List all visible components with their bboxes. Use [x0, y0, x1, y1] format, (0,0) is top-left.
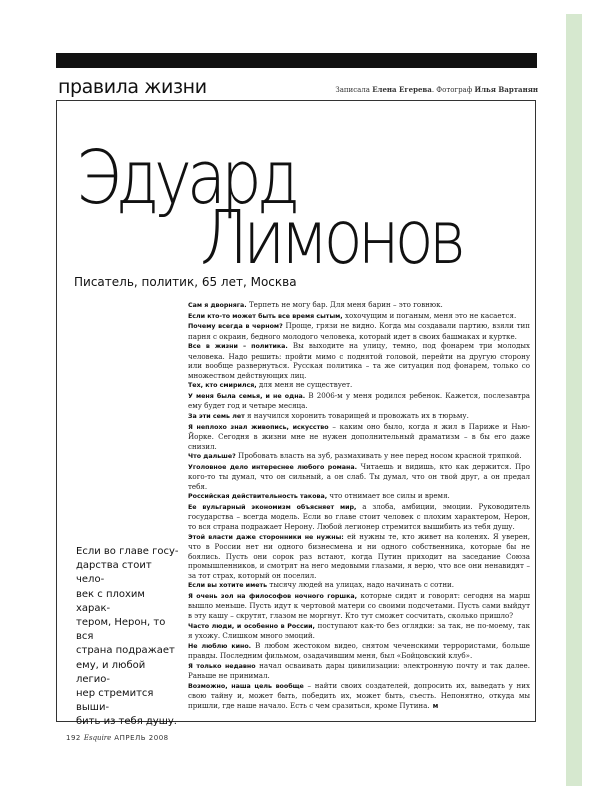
paragraph-text: В любом жестоком видео, снятом чеченскими террористами, больше правды. Последним фильмом, озадачившим меня, был «Бойцовский клуб».	[188, 640, 530, 661]
paragraph-text: что отнимает все силы и время.	[327, 491, 450, 501]
article-paragraph	[188, 641, 530, 661]
pullquote: Если во главе госу- дарства стоит чело- век с плохим харак- тером, Нерон, то вся страна подражает ему, и любой легио- нер стремится выши- бить из тебя душу.	[76, 546, 179, 728]
paragraph-lead: За эти семь лет	[188, 413, 245, 421]
paragraph-lead: Не люблю кино.	[188, 642, 252, 650]
credits	[335, 85, 538, 94]
credits-photographer: Илья Вартанян	[474, 85, 538, 94]
paragraph-text: Проще, грязи не видно. Когда мы создавали партию, взяли тип парня с окраин, бедного молодого человека, который идет в своих башмаках и куртке.	[188, 321, 530, 341]
hero-subtitle: Писатель, политик, 65 лет, Москва	[74, 275, 297, 289]
paragraph-lead: Уголовное дело интереснее любого романа.	[188, 463, 358, 471]
paragraph-text: начал осваивать дары цивилизации: электронную почту и так далее. Раньше не принимал.	[188, 660, 530, 681]
paragraph-lead: Я очень зол на философов ночного горшка,	[188, 592, 358, 600]
paragraph-text: тысячу людей на улицах, надо начинать с сотни.	[267, 580, 455, 590]
paragraph-lead: Тех, кто смирился,	[188, 382, 257, 390]
article-paragraph	[188, 411, 530, 422]
paragraph-text: ей нужны те, кто живет на коленях. Я уверен, что в России нет ни одного бизнесмена и ни одного собственника, которые бы не боялись. Пусть они сорок раз встают, когда Путин приходит на заседание Союза промышленников, и смотрят на него медовыми глазами, я верю, что все они ненавидят – за тот страх, который он поселил.	[188, 531, 530, 580]
end-mark: м	[432, 701, 439, 710]
paragraph-text: Терпеть не могу бар. Для меня барин – это говнюк.	[246, 300, 443, 309]
side-color-strip	[566, 14, 582, 786]
article-paragraph	[188, 391, 530, 411]
article-paragraph	[188, 311, 530, 322]
paragraph-lead: Я только недавно	[188, 662, 256, 670]
paragraph-lead: Если вы хотите иметь	[188, 582, 268, 590]
paragraph-text: для меня не существует.	[256, 380, 353, 390]
paragraph-text: хохочущим и поганым, меня это не касается.	[342, 310, 517, 320]
article-paragraph	[188, 502, 530, 532]
article-paragraph	[188, 491, 530, 502]
article-body	[188, 300, 530, 711]
paragraph-text: я научился хоронить товарищей и провожать их в тюрьму.	[244, 411, 469, 421]
article-paragraph	[188, 621, 530, 641]
paragraph-text: – каким оно было, когда я жил в Париже и Нью-Йорке. Сегодня в жизни мне не нужен дополнительный драматизм – в бы его даже снизил.	[188, 421, 530, 451]
issue-date: АПРЕЛЬ 2008	[114, 734, 169, 742]
hero-last-name: Лимонов	[200, 196, 462, 282]
credits-prefix: Записала	[335, 86, 370, 94]
paragraph-lead: У меня была семья, и не одна.	[188, 392, 306, 400]
credits-author: Елена Егерева	[372, 85, 432, 94]
hero-first-name: Эдуард	[76, 136, 296, 222]
paragraph-text: – найти своих создателей, допросить их, выведать у них свою тайну и, может быть, победить их, может быть, съесть. Непонятно, откуда мы пришли, где наше начало. Есть с чем сразиться, кроме Путина.	[188, 680, 530, 710]
article-paragraph	[188, 451, 530, 462]
paragraph-text: Вы выходите на улицу, темно, под фонарем три молодых человека. Надо решить: пройти мимо с поднятой головой, перейти на другую сторону или вообще развернуться. Русская политика – та же ситуация под фонарем, только со множеством действующих лиц.	[188, 341, 530, 380]
section-title: правила жизни	[58, 76, 207, 98]
paragraph-lead: Что дальше?	[188, 453, 236, 461]
paragraph-lead: Сам я дворняга.	[188, 302, 247, 309]
article-paragraph	[188, 341, 530, 380]
paragraph-text: а злоба, амбиции, эмоции. Руководитель государства – всегда модель. Если во главе стоит человек с плохим характером, Нерон, то вся страна подражает Нерону. Любой легионер стремится вышибить из тебя душу.	[188, 501, 530, 532]
header-black-bar	[56, 53, 537, 68]
magazine-name: Esquire	[83, 734, 112, 742]
paragraph-lead: Почему всегда в черном?	[188, 323, 283, 331]
paragraph-lead: Возможно, наша цель вообще	[188, 682, 304, 690]
paragraph-lead: Все в жизни – политика.	[188, 343, 288, 351]
page-footer	[66, 734, 169, 742]
paragraph-text: которые сидят и говорят: сегодня на марш вышло меньше. Пусть идут к чертовой матери со своими подсчетами. Пусть сами выйдут в эту кашу – скрутят, глазом не моргнут. Кто тут сможет сосчитать, сколько пришло?	[188, 590, 531, 620]
paragraph-text: Пробовать власть на зуб, размахивать у нее перед носом красной тряпкой.	[235, 451, 522, 461]
page-number: 192	[66, 734, 81, 742]
article-paragraph	[188, 422, 530, 452]
paragraph-text: поступают как-то без оглядки: за так, не по-моему, так я ухожу. Слишком много эмоций.	[188, 620, 531, 641]
article-paragraph	[188, 300, 530, 311]
article-paragraph	[188, 380, 530, 391]
credits-photo-prefix: . Фотограф	[431, 86, 473, 94]
paragraph-lead: Часто люди, и особенно в России,	[188, 622, 315, 630]
paragraph-text: В 2006-м у меня родился ребенок. Кажется, послезавтра ему будет год и четыре месяца.	[188, 390, 530, 411]
paragraph-lead: Российская действительность такова,	[188, 493, 328, 501]
article-paragraph	[188, 462, 530, 492]
paragraph-text: Читаешь и видишь, кто как держится. Про кого-то ты думал, что он сильный, а он слаб. Ты думал, что он твой друг, а он предал тебя.	[188, 461, 530, 491]
article-frame-right	[535, 100, 536, 722]
paragraph-lead: Я неплохо знал живопись, искусство	[188, 423, 329, 431]
paragraph-lead: Если кто-то может быть все время сытым,	[188, 312, 343, 320]
article-paragraph	[188, 681, 530, 712]
article-paragraph	[188, 580, 530, 591]
article-paragraph	[188, 591, 530, 621]
article-frame-top	[56, 100, 535, 101]
article-paragraph	[188, 321, 530, 341]
paragraph-lead: Ее вульгарный экономизм объясняет мир,	[188, 503, 357, 511]
paragraph-lead: Этой власти даже сторонники не нужны:	[188, 533, 344, 541]
article-paragraph	[188, 661, 530, 681]
article-paragraph	[188, 532, 530, 581]
